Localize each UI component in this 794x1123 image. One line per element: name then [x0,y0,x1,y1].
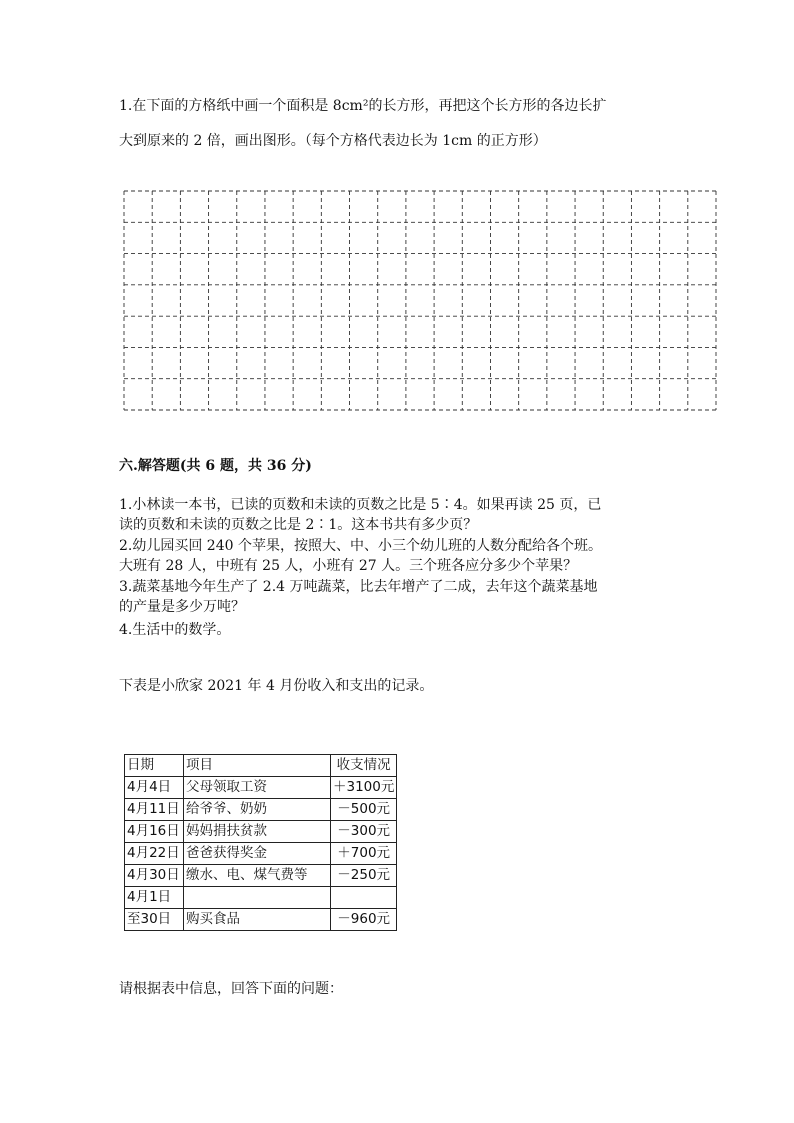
item-cell: 缴水、电、煤气费等 [184,865,331,887]
item-cell: 购买食品 [184,909,331,931]
amount-cell: －500元 [331,799,397,821]
table-row [125,821,397,843]
section-6-title: 六.解答题(共 6 题，共 36 分) [119,458,312,474]
header-date: 日期 [125,755,184,777]
amount-cell: ＋700元 [331,843,397,865]
table-row [125,799,397,821]
date-cell: 4月11日 [125,799,184,821]
date-cell: 4月30日 [125,865,184,887]
header-amount: 收支情况 [331,755,397,777]
answer-question-line: 2.幼儿园买回 240 个苹果，按照大、中、小三个幼儿班的人数分配给各个班。 [119,538,602,554]
header-item: 项目 [184,755,331,777]
item-cell: 父母领取工资 [184,777,331,799]
answer-question-line: 4.生活中的数学。 [119,622,231,638]
amount-cell: ＋3100元 [331,777,397,799]
item-cell [184,887,331,909]
answer-question-line: 3.蔬菜基地今年生产了 2.4 万吨蔬菜，比去年增产了二成，去年这个蔬菜基地 [119,579,598,595]
date-cell: 至30日 [125,909,184,931]
date-cell: 4月16日 [125,821,184,843]
table-header-row [125,755,397,777]
table-row [125,887,397,909]
question-5-1-line-2: 大到原来的 2 倍，画出图形。（每个方格代表边长为 1cm 的正方形） [119,133,547,149]
question-5-1-line-1: 1.在下面的方格纸中画一个面积是 8cm²的长方形，再把这个长方形的各边长扩 [119,98,607,114]
date-cell: 4月1日 [125,887,184,909]
table-row [125,777,397,799]
final-question-prompt: 请根据表中信息，回答下面的问题： [119,981,343,997]
date-cell: 4月22日 [125,843,184,865]
square-grid-paper [123,190,717,412]
amount-cell: －300元 [331,821,397,843]
answer-question-line: 的产量是多少万吨？ [119,599,245,615]
table-row [125,843,397,865]
answer-question-line: 1.小林读一本书，已读的页数和未读的页数之比是 5∶4。如果再读 25 页，已 [119,497,602,513]
table-intro: 下表是小欣家 2021 年 4 月份收入和支出的记录。 [119,678,434,694]
item-cell: 爸爸获得奖金 [184,843,331,865]
income-expense-table [124,754,397,931]
answer-question-line: 读的页数和未读的页数之比是 2∶1。这本书共有多少页？ [119,517,478,533]
amount-cell: －250元 [331,865,397,887]
item-cell: 给爷爷、奶奶 [184,799,331,821]
table-row [125,865,397,887]
amount-cell [331,887,397,909]
answer-question-line: 大班有 28 人，中班有 25 人，小班有 27 人。三个班各应分多少个苹果？ [119,558,578,574]
item-cell: 妈妈捐扶贫款 [184,821,331,843]
date-cell: 4月4日 [125,777,184,799]
amount-cell: －960元 [331,909,397,931]
table-row [125,909,397,931]
